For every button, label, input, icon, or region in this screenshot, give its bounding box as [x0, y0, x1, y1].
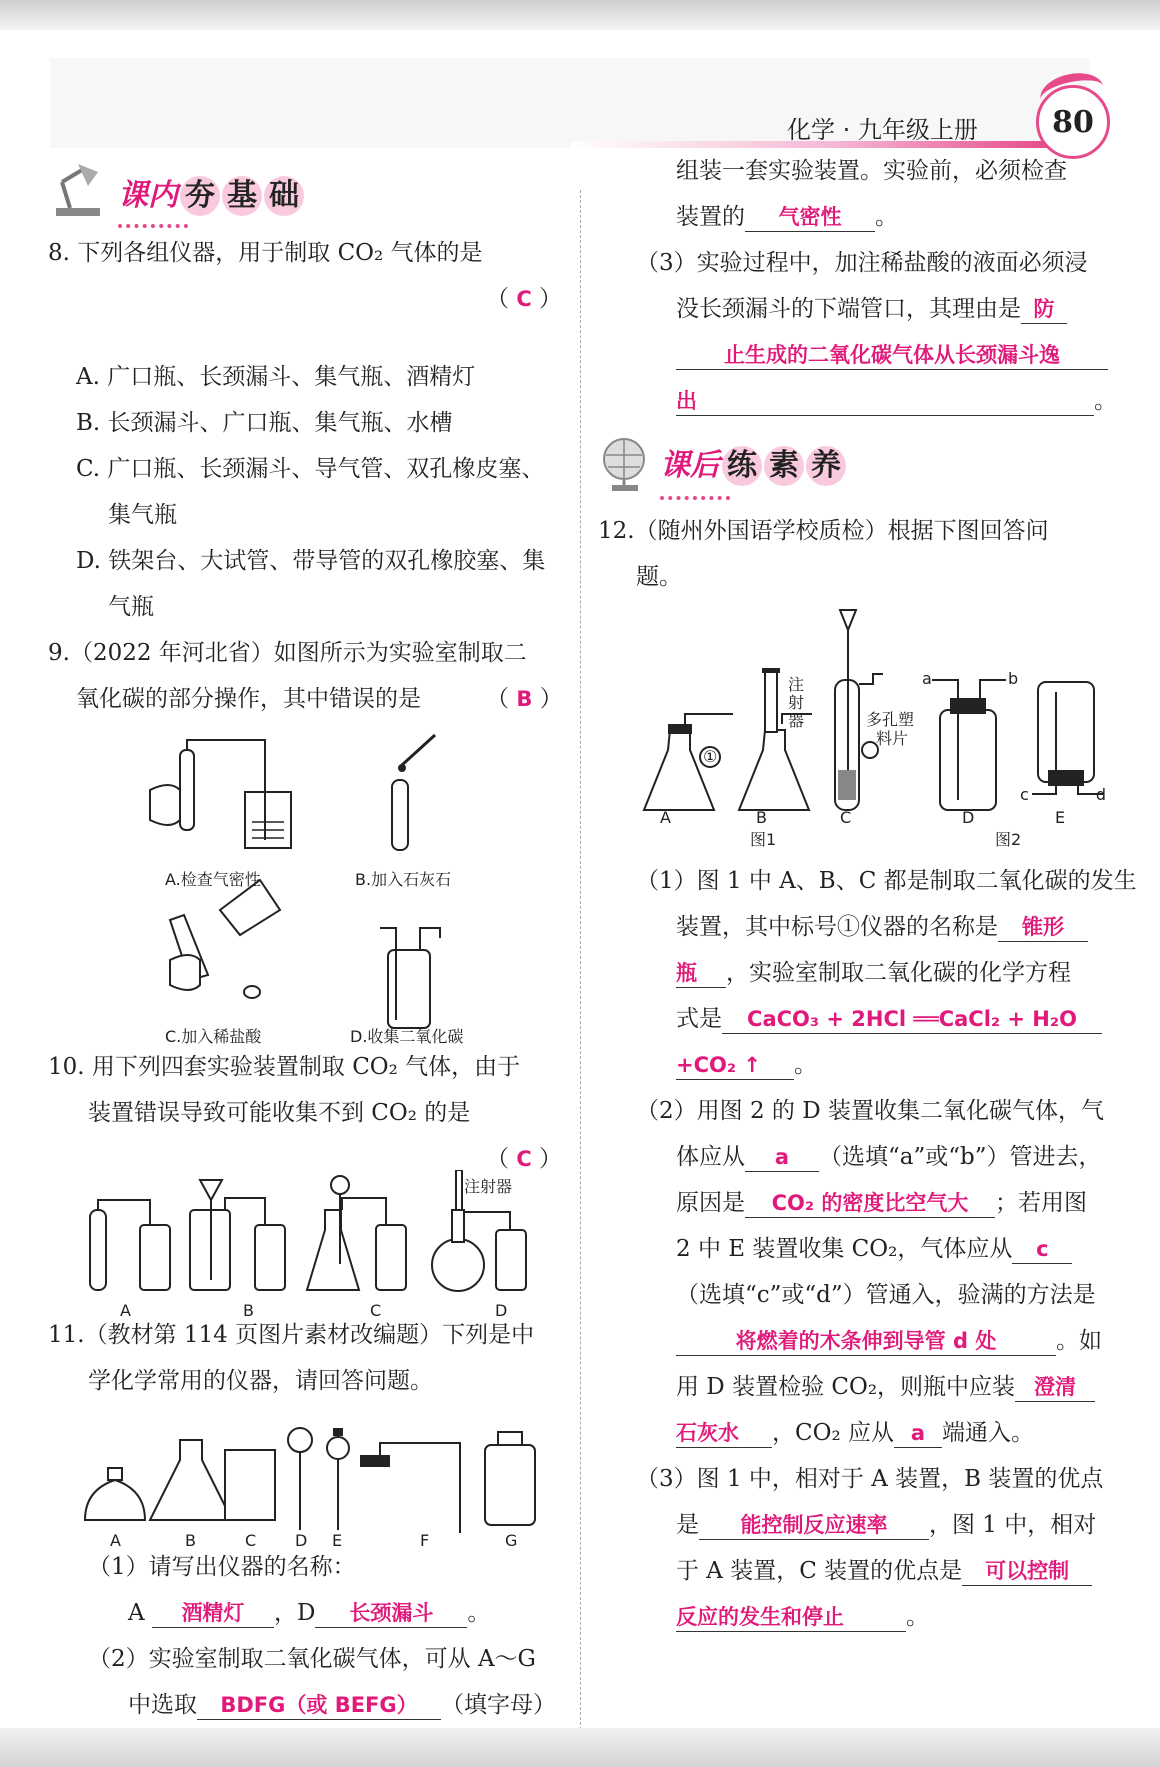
q12-s1-line1: （1）图 1 中 A、B、C 都是制取二氧化碳的发生	[636, 868, 1137, 894]
q10-syringe-label: 注射器	[464, 1177, 513, 1196]
q12-s1-answer-1: 锥形	[998, 913, 1088, 942]
long-funnel	[288, 1428, 312, 1530]
q12-s2-line6	[676, 1326, 1102, 1356]
q11-label-f: F	[420, 1531, 430, 1550]
q12-s2-line5: （选填“c”或“d”）管通入，验满的方法是	[676, 1282, 1096, 1308]
q11-sub1-answers	[128, 1598, 490, 1628]
q8-option-a: A. 广口瓶、长颈漏斗、集气瓶、酒精灯	[76, 364, 476, 390]
q9-caption-b: B.加入石灰石	[355, 870, 452, 889]
q12-s2-line2-b: （选填“a”或“b”）管进去，	[819, 1144, 1102, 1170]
q12-s2-line2-a: 体应从	[676, 1144, 745, 1170]
q9-caption-c: C.加入稀盐酸	[165, 1027, 262, 1046]
q12-s3-line3-a: 于 A 装置，C 装置的优点是	[676, 1558, 963, 1584]
q12-s3-line1: （3）图 1 中，相对于 A 装置，B 装置的优点	[636, 1466, 1104, 1492]
q11-label-c: C	[245, 1531, 257, 1550]
q8-option-c-cont: 集气瓶	[108, 502, 177, 528]
q12-fig1-caption: 图1	[750, 830, 777, 849]
figure-c-acid	[170, 880, 280, 998]
q12-s2-line8-b: 端通入。	[942, 1420, 1034, 1446]
q12-fig2-caption: 图2	[995, 830, 1022, 849]
syringe-char-3: 器	[788, 711, 805, 730]
top-frame	[0, 0, 1160, 30]
q12-s3-line2	[676, 1510, 1096, 1540]
gas-bottle	[485, 1432, 535, 1525]
q11-sub1-end: 。	[467, 1600, 491, 1626]
q12-s3-end: 。	[906, 1604, 929, 1630]
q12-s2-line2	[676, 1142, 1101, 1172]
port-b: b	[1008, 669, 1019, 688]
section-title-char: 养	[806, 446, 846, 486]
port-d: d	[1095, 785, 1106, 804]
apparatus-b	[190, 1180, 285, 1290]
q12-s2-line4	[676, 1234, 1072, 1264]
q9-answer-bracket: （ B ）	[486, 686, 563, 712]
q9-caption-d: D.收集二氧化碳	[350, 1027, 464, 1046]
q11-label-b: B	[185, 1531, 196, 1550]
q11-sub2-prefix: 中选取	[128, 1692, 197, 1718]
q12-s2-line4-a: 2 中 E 装置收集 CO₂，气体应从	[676, 1236, 1013, 1262]
q11c-line2-end: 。	[875, 204, 898, 230]
q12-line1: 12.（随州外国语学校质检）根据下图回答问	[598, 518, 1049, 544]
q12-s3-answer-b: 能控制反应速率	[699, 1511, 929, 1540]
q10-label-c: C	[370, 1301, 382, 1320]
column-divider	[580, 190, 581, 1735]
q12-s2-lime-1: 澄清	[1015, 1373, 1095, 1402]
section-title-char: 基	[222, 176, 262, 216]
q11-sub3-line3	[676, 340, 1108, 370]
q12-s2-line3-b: ；若用图	[995, 1190, 1087, 1216]
q11-sub3-answer-2: 止生成的二氧化碳气体从长颈漏斗逸	[676, 341, 1108, 370]
q11-sub3-end: 。	[1094, 388, 1117, 414]
q9-figure	[140, 730, 480, 1050]
syringe-char-2: 射	[788, 693, 805, 712]
q11-figure	[80, 1400, 550, 1550]
q12-s2-answer-c: c	[1012, 1235, 1072, 1264]
q11-line1: 11.（教材第 114 页图片素材改编题）下列是中	[48, 1322, 535, 1348]
section-title-after-class	[660, 440, 846, 486]
q11c-line2	[676, 202, 898, 232]
apparatus-e-bottle	[1032, 682, 1104, 794]
q12-s3-answer-c2: 反应的发生和停止	[676, 1603, 906, 1632]
alcohol-lamp	[85, 1468, 145, 1520]
q11-sub2-answer: BDFG（或 BEFG）	[197, 1691, 441, 1720]
q12-line2: 题。	[636, 564, 682, 590]
section-title-char: 础	[264, 176, 304, 216]
q11-label-d: D	[295, 1531, 308, 1550]
bottom-frame	[0, 1728, 1160, 1767]
q12-s3-line3	[676, 1556, 1092, 1586]
separatory-funnel	[327, 1428, 349, 1530]
q12-s2-line1: （2）用图 2 的 D 装置收集二氧化碳气体，气	[636, 1098, 1104, 1124]
q12-s2-line7	[676, 1372, 1095, 1402]
conical-flask	[150, 1440, 232, 1520]
q11-sub3-line2-text: 没长颈漏斗的下端管口，其理由是	[676, 296, 1021, 322]
q12-s3-answer-c1: 可以控制	[962, 1557, 1092, 1586]
q11-sub1-d-prefix: ，D	[273, 1600, 316, 1626]
q12-s1-line3-text: ，实验室制取二氧化碳的化学方程	[726, 960, 1071, 986]
plastic-label-1: 多孔塑	[866, 710, 915, 729]
apparatus-d-bottle	[932, 680, 1006, 810]
q12-s2-line8-a: ，CO₂ 应从	[772, 1420, 894, 1446]
q11-label-e: E	[332, 1531, 343, 1550]
lamp-icon	[48, 160, 108, 220]
q11-sub1-a-answer: 酒精灯	[152, 1599, 274, 1628]
q11-sub3-line2	[676, 294, 1067, 324]
globe-icon	[598, 435, 654, 495]
q12-label-d: D	[962, 808, 975, 827]
q12-label-b: B	[756, 808, 767, 827]
q11c-line2-prefix: 装置的	[676, 204, 745, 230]
stopper-tube	[360, 1443, 460, 1533]
figure-d-collect	[380, 928, 440, 1028]
q12-s3-line4	[676, 1602, 929, 1632]
q12-s2-line3	[676, 1188, 1087, 1218]
q12-s2-line3-a: 原因是	[676, 1190, 745, 1216]
q12-s2-method: 将燃着的木条伸到导管 d 处	[676, 1327, 1056, 1356]
q12-s2-answer-a: a	[745, 1143, 819, 1172]
q11-sub1-a-prefix: A	[128, 1600, 145, 1626]
q10-answer-bracket: （ C ）	[486, 1146, 563, 1172]
q10-line1: 10. 用下列四套实验装置制取 CO₂ 气体，由于	[48, 1054, 521, 1080]
q12-s2-line6-b: 。如	[1056, 1328, 1102, 1354]
q11-sub3-answer-1: 防	[1021, 295, 1067, 324]
figure-b-limestone	[392, 735, 435, 850]
q11-sub2-suffix: （填字母）	[441, 1692, 556, 1718]
q12-s1-line4	[676, 1004, 1102, 1034]
q11-label-a: A	[110, 1531, 121, 1550]
q12-s3-line2-a: 是	[676, 1512, 699, 1538]
section-title-basic	[118, 170, 304, 216]
q12-circle-label: ①	[703, 747, 718, 766]
q12-s1-line2	[676, 912, 1088, 942]
q8-option-d-cont: 气瓶	[108, 594, 154, 620]
plastic-label-2: 料片	[876, 729, 909, 748]
apparatus-a	[90, 1200, 170, 1290]
q11-sub2-line2	[128, 1690, 556, 1720]
q8-answer: C	[516, 287, 532, 311]
q11c-line1: 组装一套实验装置。实验前，必须检查	[676, 158, 1067, 184]
q11-label-g: G	[505, 1531, 518, 1550]
q8-option-c: C. 广口瓶、长颈漏斗、导气管、双孔橡皮塞、	[76, 456, 545, 482]
q12-s1-equation-2: +CO₂ ↑	[676, 1051, 794, 1080]
q12-label-e: E	[1055, 808, 1066, 827]
q12-s1-line4-text: 式是	[676, 1006, 722, 1032]
apparatus-c	[307, 1176, 406, 1290]
q12-s1-end: 。	[794, 1052, 817, 1078]
q9-line2: 氧化碳的部分操作，其中错误的是	[76, 686, 421, 712]
section-title-part1: 课内	[118, 178, 178, 213]
q12-s2-lime-2: 石灰水	[676, 1419, 772, 1448]
section-dots	[660, 496, 730, 500]
q12-s1-answer-1b: 瓶	[676, 959, 726, 988]
q10-figure	[80, 1170, 560, 1320]
q10-answer: C	[516, 1147, 532, 1171]
page	[0, 30, 1160, 1728]
q8-answer-bracket: （ C ）	[486, 286, 563, 312]
q12-label-c: C	[840, 808, 852, 827]
q12-s2-reason: CO₂ 的密度比空气大	[745, 1189, 995, 1218]
q10-label-a: A	[120, 1301, 131, 1320]
beaker	[225, 1450, 275, 1520]
q12-s3-line2-b: ，图 1 中，相对	[929, 1512, 1097, 1538]
q12-figure	[630, 600, 1110, 850]
page-number: 80	[1036, 85, 1110, 159]
q11-sub1: （1）请写出仪器的名称：	[88, 1554, 356, 1580]
q11c-airtight-answer: 气密性	[745, 203, 875, 232]
q11-line2: 学化学常用的仪器，请回答问题。	[88, 1368, 433, 1394]
port-c: c	[1020, 785, 1029, 804]
q9-caption-a: A.检查气密性	[165, 870, 261, 889]
q11-sub2-line1: （2）实验室制取二氧化碳气体，可从 A～G	[88, 1646, 536, 1672]
q12-s2-answer-a2: a	[894, 1419, 942, 1448]
q9-line1: 9.（2022 年河北省）如图所示为实验室制取二	[48, 640, 527, 666]
q11-sub3-line1: （3）实验过程中，加注稀盐酸的液面必须浸	[636, 250, 1088, 276]
syringe-char-1: 注	[788, 675, 805, 694]
figure-a-airtight	[150, 740, 291, 848]
q8-option-b: B. 长颈漏斗、广口瓶、集气瓶、水槽	[76, 410, 453, 436]
q12-s1-line2-text: 装置，其中标号①仪器的名称是	[676, 914, 998, 940]
q12-s2-line8	[676, 1418, 1034, 1448]
q12-s1-equation-1: CaCO₃ + 2HCl ══CaCl₂ + H₂O	[722, 1005, 1102, 1034]
section-title-char: 素	[764, 446, 804, 486]
q8-option-d: D. 铁架台、大试管、带导管的双孔橡胶塞、集	[76, 548, 546, 574]
q11-sub3-answer-3: 出	[676, 387, 1094, 416]
q10-label-b: B	[243, 1301, 254, 1320]
q10-line2: 装置错误导致可能收集不到 CO₂ 的是	[88, 1100, 471, 1126]
q12-s1-line3	[676, 958, 1071, 988]
q9-answer: B	[516, 687, 533, 711]
section-title-char: 夯	[180, 176, 220, 216]
port-a: a	[922, 669, 932, 688]
section-title-char: 练	[722, 446, 762, 486]
q12-s1-line5	[676, 1050, 817, 1080]
header-title: 化学 · 九年级上册	[787, 116, 978, 144]
q10-label-d: D	[495, 1301, 508, 1320]
section-title-part1: 课后	[660, 448, 720, 483]
q12-s2-line7-a: 用 D 装置检验 CO₂，则瓶中应装	[676, 1374, 1016, 1400]
apparatus-a-conical-flask	[644, 714, 733, 810]
q12-label-a: A	[660, 808, 671, 827]
q11-sub3-line4	[676, 386, 1117, 416]
q11-sub1-d-answer: 长颈漏斗	[315, 1599, 467, 1628]
section-dots	[118, 224, 188, 228]
q8-stem: 8. 下列各组仪器，用于制取 CO₂ 气体的是	[48, 240, 483, 266]
